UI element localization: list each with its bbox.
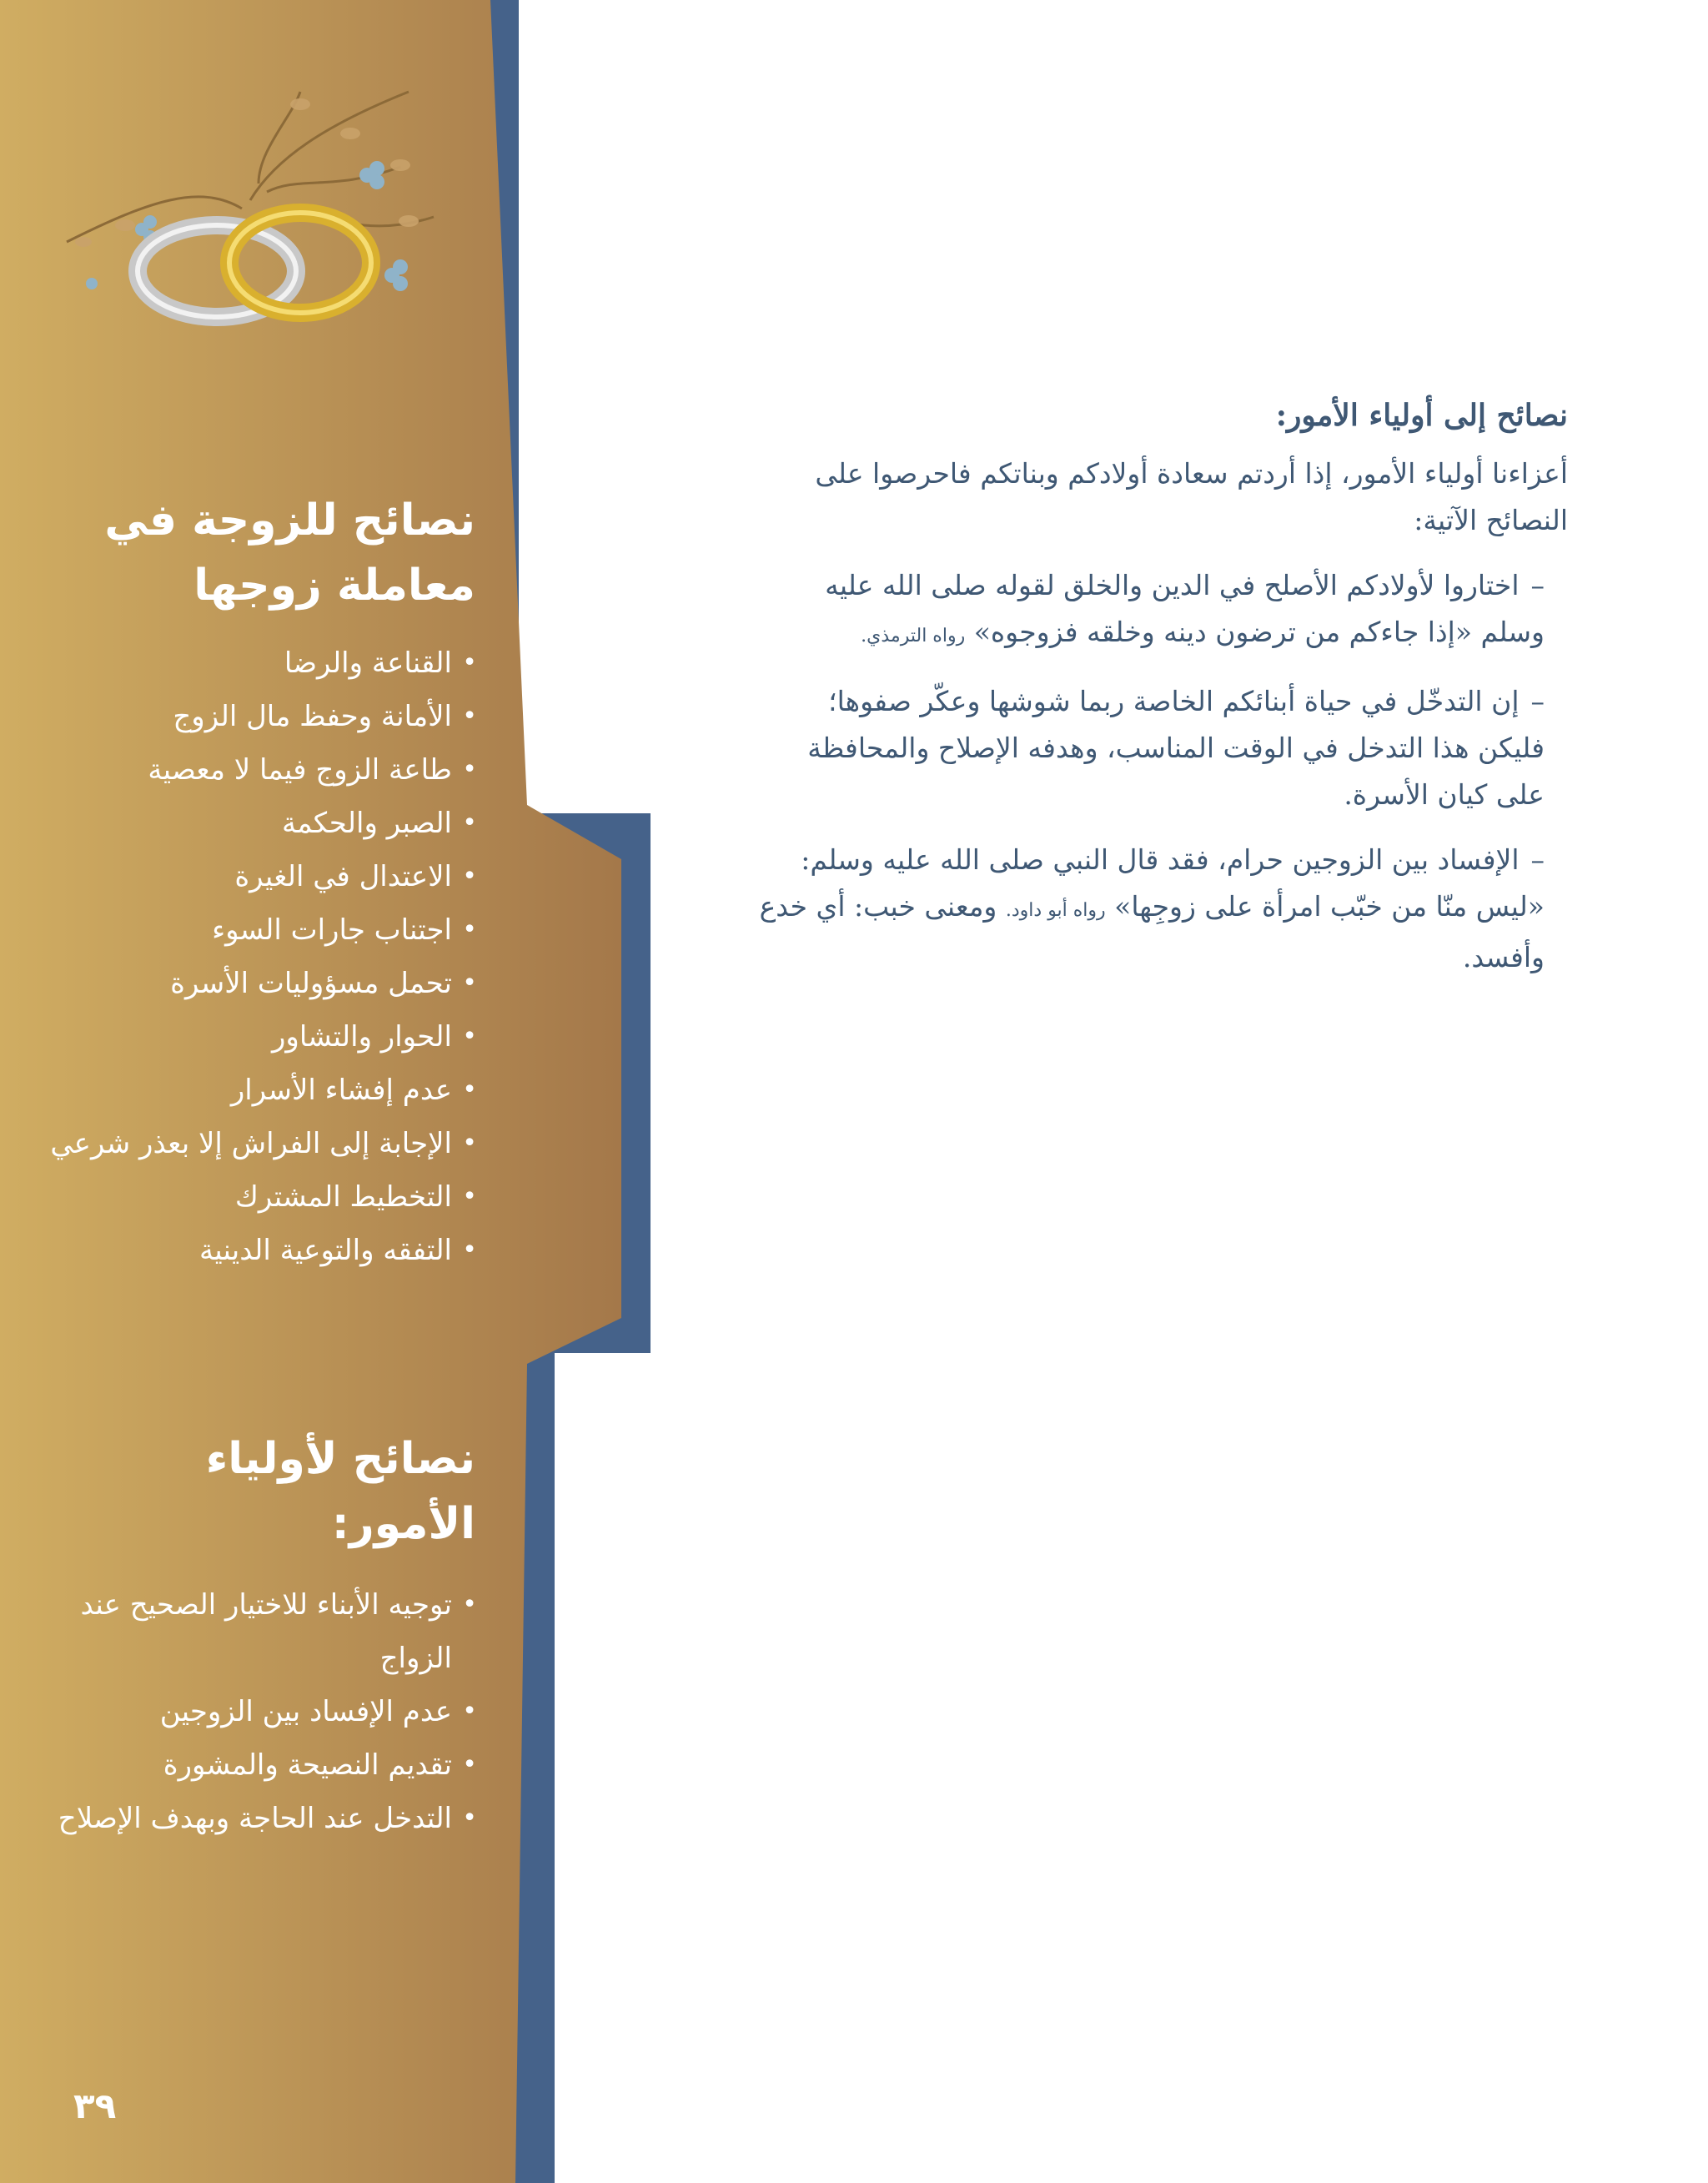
- sidebar-section-guardian-advice: [50, 1426, 475, 1845]
- list-item: • تقديم النصيحة والمشورة: [50, 1738, 475, 1792]
- dash-marker: –: [1530, 685, 1545, 717]
- advice-text-continuation: ومعنى خبب: أي خدع وأفسد.: [759, 890, 1545, 973]
- advice-paragraph-3: [755, 837, 1568, 981]
- list-item: • الأمانة وحفظ مال الزوج: [50, 690, 475, 743]
- list-item: • التخطيط المشترك: [50, 1170, 475, 1224]
- list-item: • الاعتدال في الغيرة: [50, 850, 475, 903]
- advice-text: الإفساد بين الزوجين حرام، فقد قال النبي صلى الله عليه وسلم: «ليس منّا من خبّب امرأة على زوجِها»: [801, 843, 1545, 923]
- list-item: • التفقه والتوعية الدينية: [50, 1224, 475, 1277]
- list-item: • القناعة والرضا: [50, 636, 475, 690]
- list-item: • توجيه الأبناء للاختيار الصحيح عند الزواج: [50, 1578, 475, 1685]
- section-heading-wife-advice: نصائح للزوجة في معاملة زوجها: [104, 495, 475, 611]
- list-item: • تحمل مسؤوليات الأسرة: [50, 957, 475, 1010]
- advice-paragraph-2: [755, 678, 1568, 818]
- advice-text: اختاروا لأولادكم الأصلح في الدين والخلق لقوله صلى الله عليه وسلم «إذا جاءكم من ترضون دينه وخلقه فزوجوه»: [825, 569, 1545, 648]
- page-title: نصائح إلى أولياء الأمور:: [1275, 398, 1568, 433]
- advice-text: إن التدخّل في حياة أبنائكم الخاصة ربما شوشها وعكّر صفوها؛ فليكن هذا التدخل في الوقت المناسب، وهدفه الإصلاح والمحافظة على كيان الأسرة.: [807, 685, 1545, 811]
- list-item: • عدم إفشاء الأسرار: [50, 1064, 475, 1117]
- section-heading-guardian-advice: نصائح لأولياء الأمور:: [205, 1434, 475, 1549]
- list-item: • عدم الإفساد بين الزوجين: [50, 1685, 475, 1738]
- list-item: • الصبر والحكمة: [50, 797, 475, 850]
- dash-marker: –: [1530, 843, 1545, 876]
- list-item: • اجتناب جارات السوء: [50, 903, 475, 957]
- dash-marker: –: [1530, 569, 1545, 601]
- list-item: • الحوار والتشاور: [50, 1010, 475, 1064]
- guardian-advice-list: [50, 1578, 475, 1845]
- wife-advice-list: [50, 636, 475, 1277]
- sidebar-section-wife-advice: [50, 488, 475, 1277]
- page-number: ٣٩: [73, 2085, 117, 2126]
- advice-paragraph-1: [755, 562, 1568, 660]
- list-item: • طاعة الزوج فيما لا معصية: [50, 743, 475, 797]
- wedding-rings-icon: [50, 75, 467, 342]
- intro-paragraph: أعزاءنا أولياء الأمور، إذا أردتم سعادة أولادكم وبناتكم فاحرصوا على النصائح الآتية:: [815, 457, 1568, 536]
- list-item: • الإجابة إلى الفراش إلا بعذر شرعي: [50, 1117, 475, 1170]
- list-item: • التدخل عند الحاجة وبهدف الإصلاح: [50, 1792, 475, 1845]
- main-article: [755, 392, 1568, 999]
- citation: رواه الترمذي.: [861, 626, 966, 646]
- citation: رواه أبو داود.: [1005, 900, 1106, 921]
